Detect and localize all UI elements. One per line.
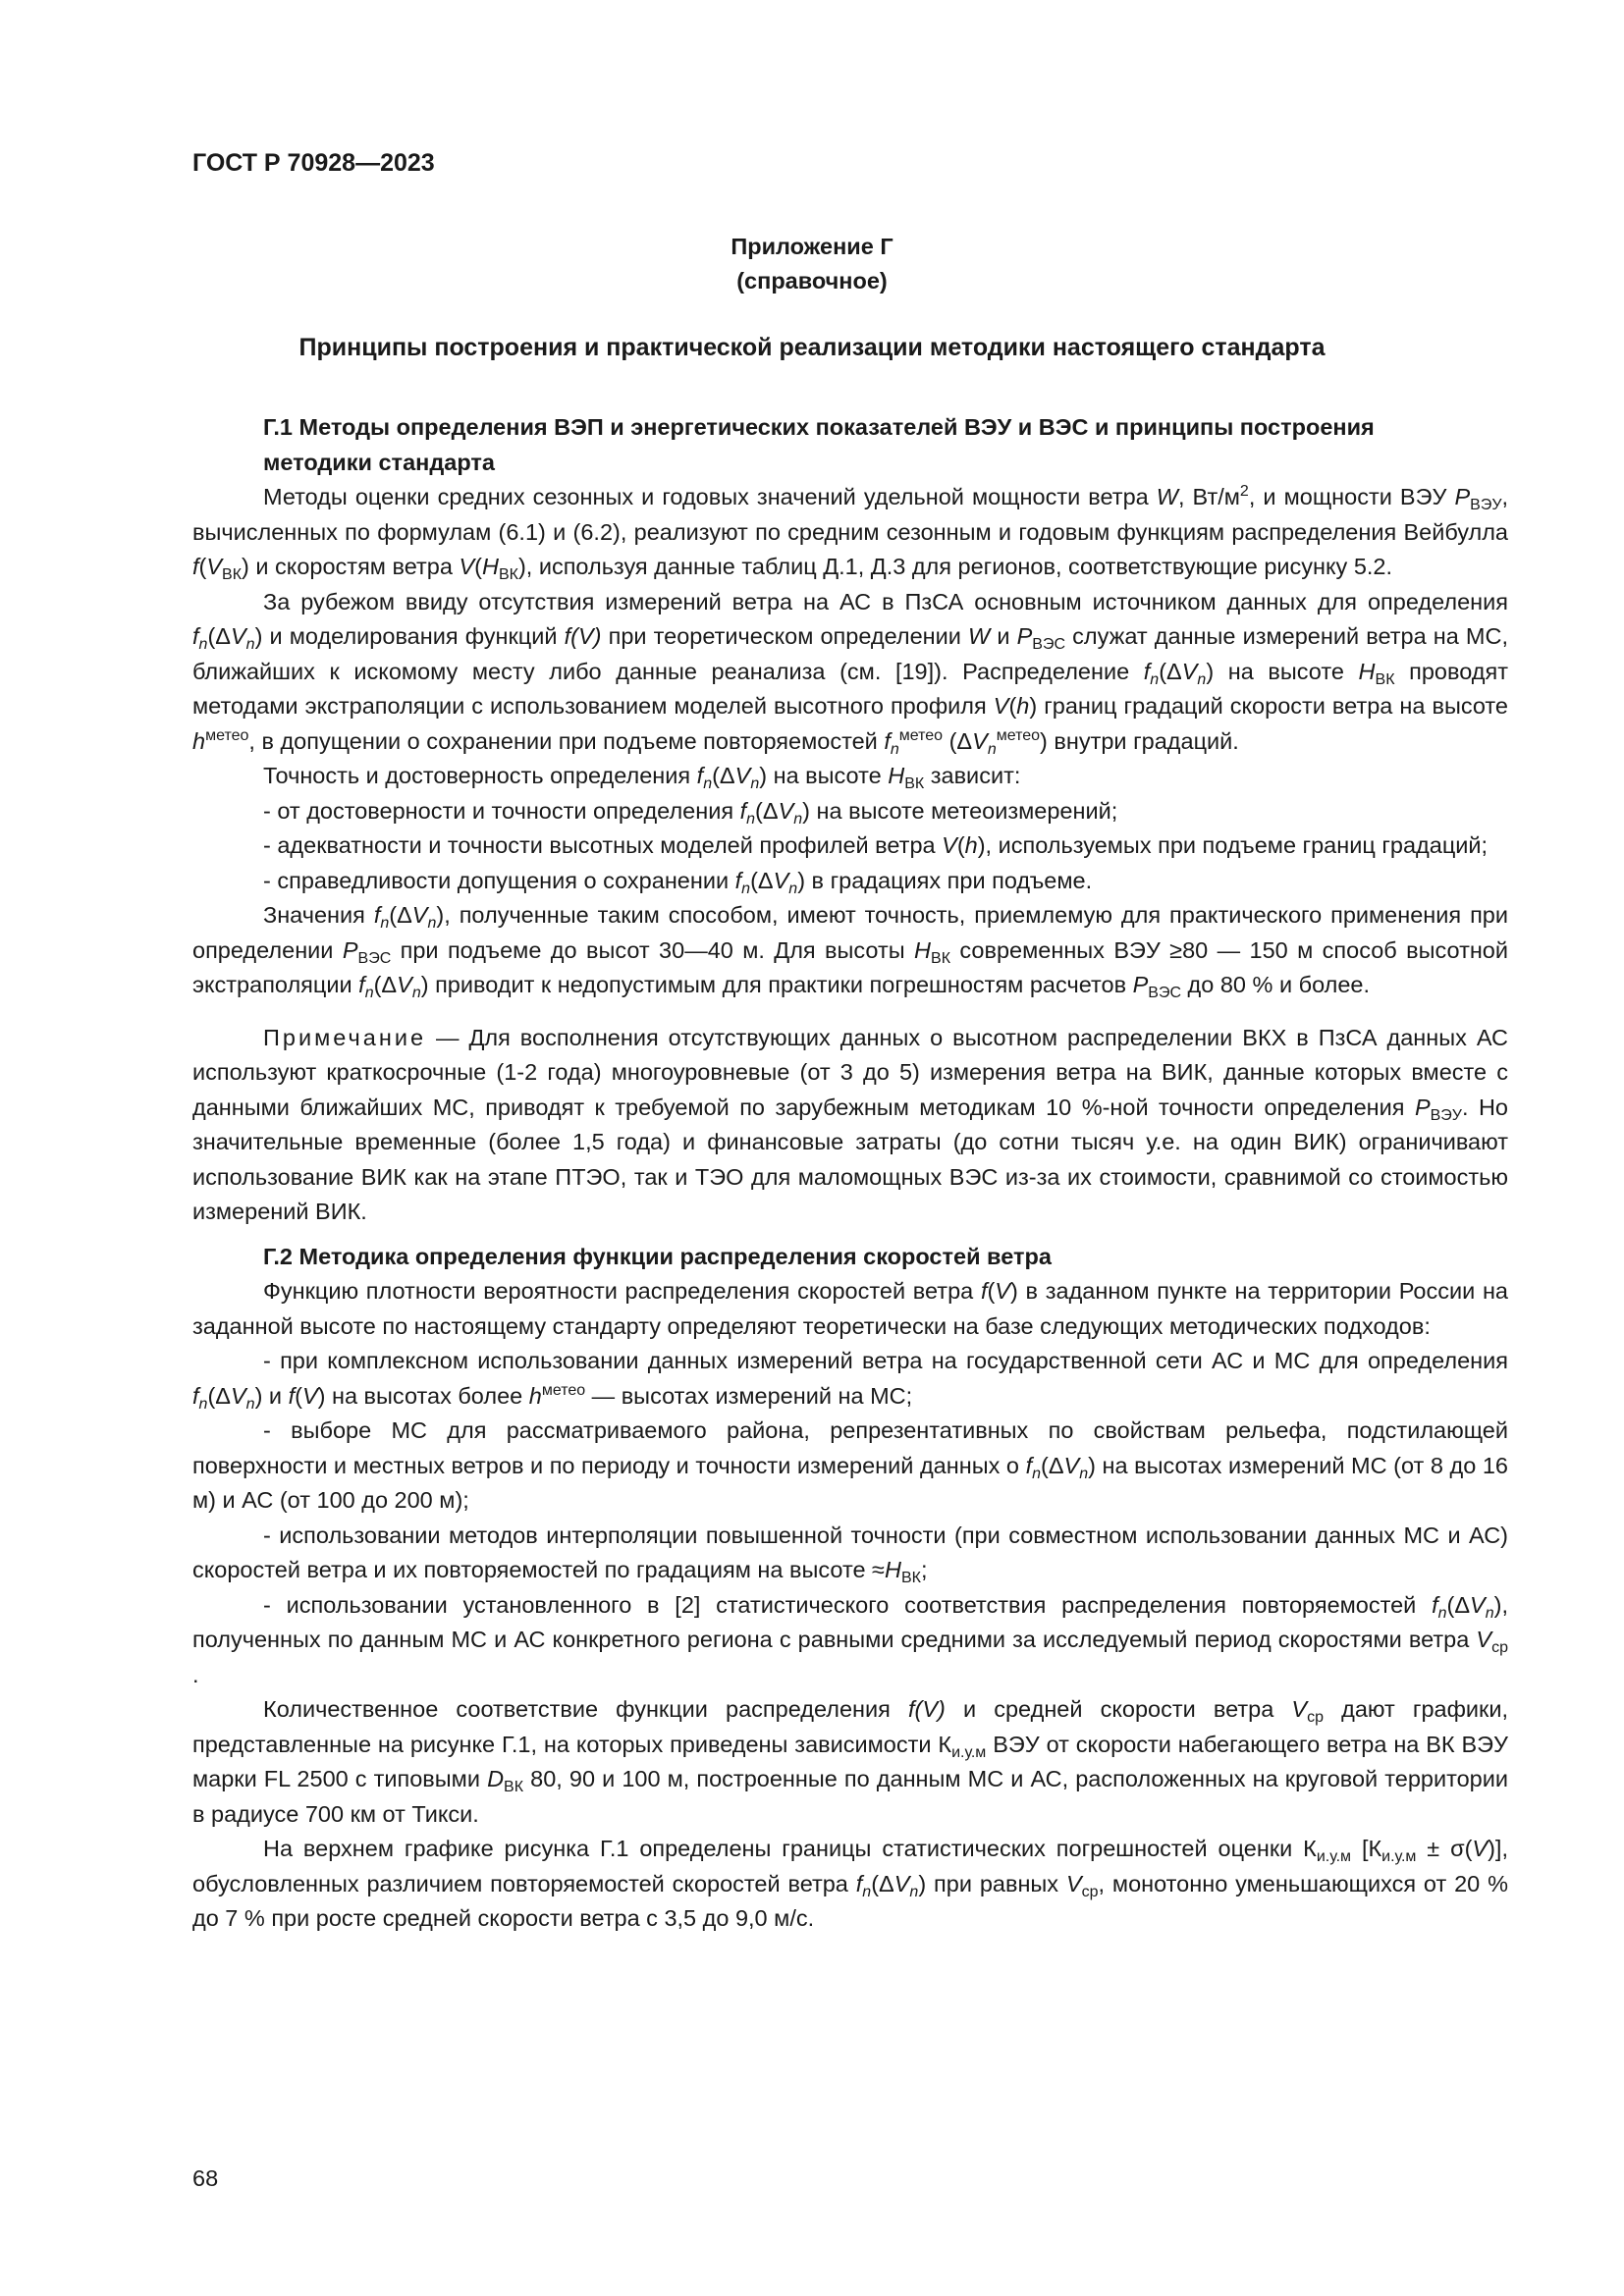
appendix-title: Приложение Г (731, 234, 893, 259)
list-item: - справедливости допущения о сохранении $f_n(\Delta V_n)$ в градациях при подъеме. (263, 867, 1093, 897)
appendix-heading: Принципы построения и практической реализации методики настоящего стандарта (298, 334, 1326, 361)
paragraph: Значения $f_n(\Delta V_n)$, полученные таким способом, имеют точность, приемлемую для практического применения при определении $P_{ВЭС}$ при подъеме до высот 30—40 м. Для высоты $H_{ВК}$ современных ВЭУ ≥80 — 150 м способ высотной экстраполяции $f_n(\Delta V_n)$ приводит к недопустимым для практики погрешностям расчетов $P_{ВЭС}$ до 80 % и более. (192, 902, 1509, 1001)
paragraph: Точность и достоверность определения $f_n(\Delta V_n)$ на высоте $H_{ВК}$ зависит: (263, 763, 1021, 792)
paragraph: Методы оценки средних сезонных и годовых значений удельной мощности ветра W, $Вт/м^2$, и мощности ВЭУ $P_{ВЭУ}$, вычисленных по формулам (6.1) и (6.2), реализуют по средним сезонным и годовым функциям распределения Вейбулла $f(V_{ВК})$ и скоростям ветра $V(H_{ВК})$, используя данные таблиц Д.1, Д.3 для регионов, соответствующие рисунку 5.2. (192, 483, 1509, 583)
appendix-type: (справочное) (736, 268, 888, 294)
list-item: - при комплексном использовании данных измерений ветра на государственной сети АС и МС для определения $f_n(\Delta V_n)$ и f(V) на высотах более $h^{метео}$ — высотах измерений на МС; (192, 1348, 1508, 1413)
list-item: - выборе МС для рассматриваемого района, репрезентативных по свойствам рельефа, подстилающей поверхности и местных ветров и по периоду и точности измерений данных о $f_n(\Delta V_n)$ на высотах измерений МС (от 8 до 16 м) и АС (от 100 до 200 м); (192, 1417, 1509, 1513)
list-item: - использовании методов интерполяции повышенной точности (при совместном использовании данных МС и АС) скоростей ветра и их повторяемостей по градациям на высоте $\approx H_{ВК}$; (192, 1522, 1508, 1586)
section-g2-title: Г.2 Методика определения функции распределения скоростей ветра (263, 1243, 1052, 1269)
note-label: Примечание (263, 1024, 427, 1050)
list-item: - от достоверности и точности определения $f_n(\Delta V_n)$ на высоте метеоизмерений; (263, 797, 1118, 828)
list-item: - адекватности и точности высотных моделей профилей ветра V(h), используемых при подъеме границ градаций; (263, 832, 1489, 858)
note: Примечание — Для восполнения отсутствующих данных о высотном распределении ВКХ в ПзСА данных АС используют краткосрочные (1-2 года) многоуровневые (от 3 до 5) измерения ветра на ВИК, данные которых вместе с данными ближайших МС, приводят к требуемой по зарубежным методикам 10 %-ной точности определения $P_{ВЭУ}$. Но значительные временные (более 1,5 года) и финансовые затраты (до сотни тысяч у.е. на один ВИК) ограничивают использование ВИК как на этапе ПТЭО, так и ТЭО для маломощных ВЭС из-за их стоимости, сравнимой со стоимостью измерений ВИК. (192, 1024, 1508, 1224)
section-g1-title-line2: методики стандарта (263, 449, 495, 475)
paragraph: За рубежом ввиду отсутствия измерений ветра на АС в ПзСА основным источником данных для определения $f_n(\Delta V_n)$ и моделирования функций f(V) при теоретическом определении W и $P_{ВЭС}$ служат данные измерений ветра на МС, ближайших к искомому месту либо данные реанализа (см. [19]). Распределение $f_n(\Delta V_n)$ на высоте $H_{ВК}$ проводят методами экстраполяции с использованием моделей высотного профиля V(h) границ градаций скорости ветра на высоте $h^{метео}$, в допущении о сохранении при подъеме повторяемостей $f_n^{метео}$ $(\Delta V_n^{метео})$ внутри градаций. (192, 588, 1509, 758)
paragraph: Функцию плотности вероятности распределения скоростей ветра f(V) в заданном пункте на территории России на заданной высоте по настоящему стандарту определяют теоретически на базе следующих методических подходов: (192, 1278, 1508, 1339)
document-id: ГОСТ Р 70928—2023 (192, 149, 435, 177)
section-g1-title-line1: Г.1 Методы определения ВЭП и энергетических показателей ВЭУ и ВЭС и принципы построения (263, 414, 1375, 440)
section-g1 (192, 410, 1508, 1937)
paragraph: На верхнем графике рисунка Г.1 определены границы статистических погрешностей оценки $К_{и.у.м}$ $[К_{и.у.м} \pm \sigma(V)]$, обусловленных различием повторяемостей скоростей ветра $f_n(\Delta V_n)$ при равных $V_{ср}$, монотонно уменьшающихся от 20 % до 7 % при росте средней скорости ветра с 3,5 до 9,0 м/с. (192, 1836, 1509, 1931)
list-item: - использовании установленного в [2] статистического соответствия распределения повторяемостей $f_n(\Delta V_n)$, полученных по данным МС и АС конкретного региона с равными средними за исследуемый период скоростями ветра $V_{ср}$ . (192, 1591, 1508, 1687)
page-number: 68 (192, 2165, 219, 2191)
paragraph: Количественное соответствие функции распределения f(V) и средней скорости ветра $V_{ср}$ дают графики, представленные на рисунке Г.1, на которых приведены зависимости $К_{и.у.м}$ ВЭУ от скорости набегающего ветра на ВК ВЭУ марки FL 2500 с типовыми $D_{ВК}$ 80, 90 и 100 м, построенные по данным МС и АС, расположенных на круговой территории в радиусе 700 км от Тикси. (192, 1696, 1508, 1827)
